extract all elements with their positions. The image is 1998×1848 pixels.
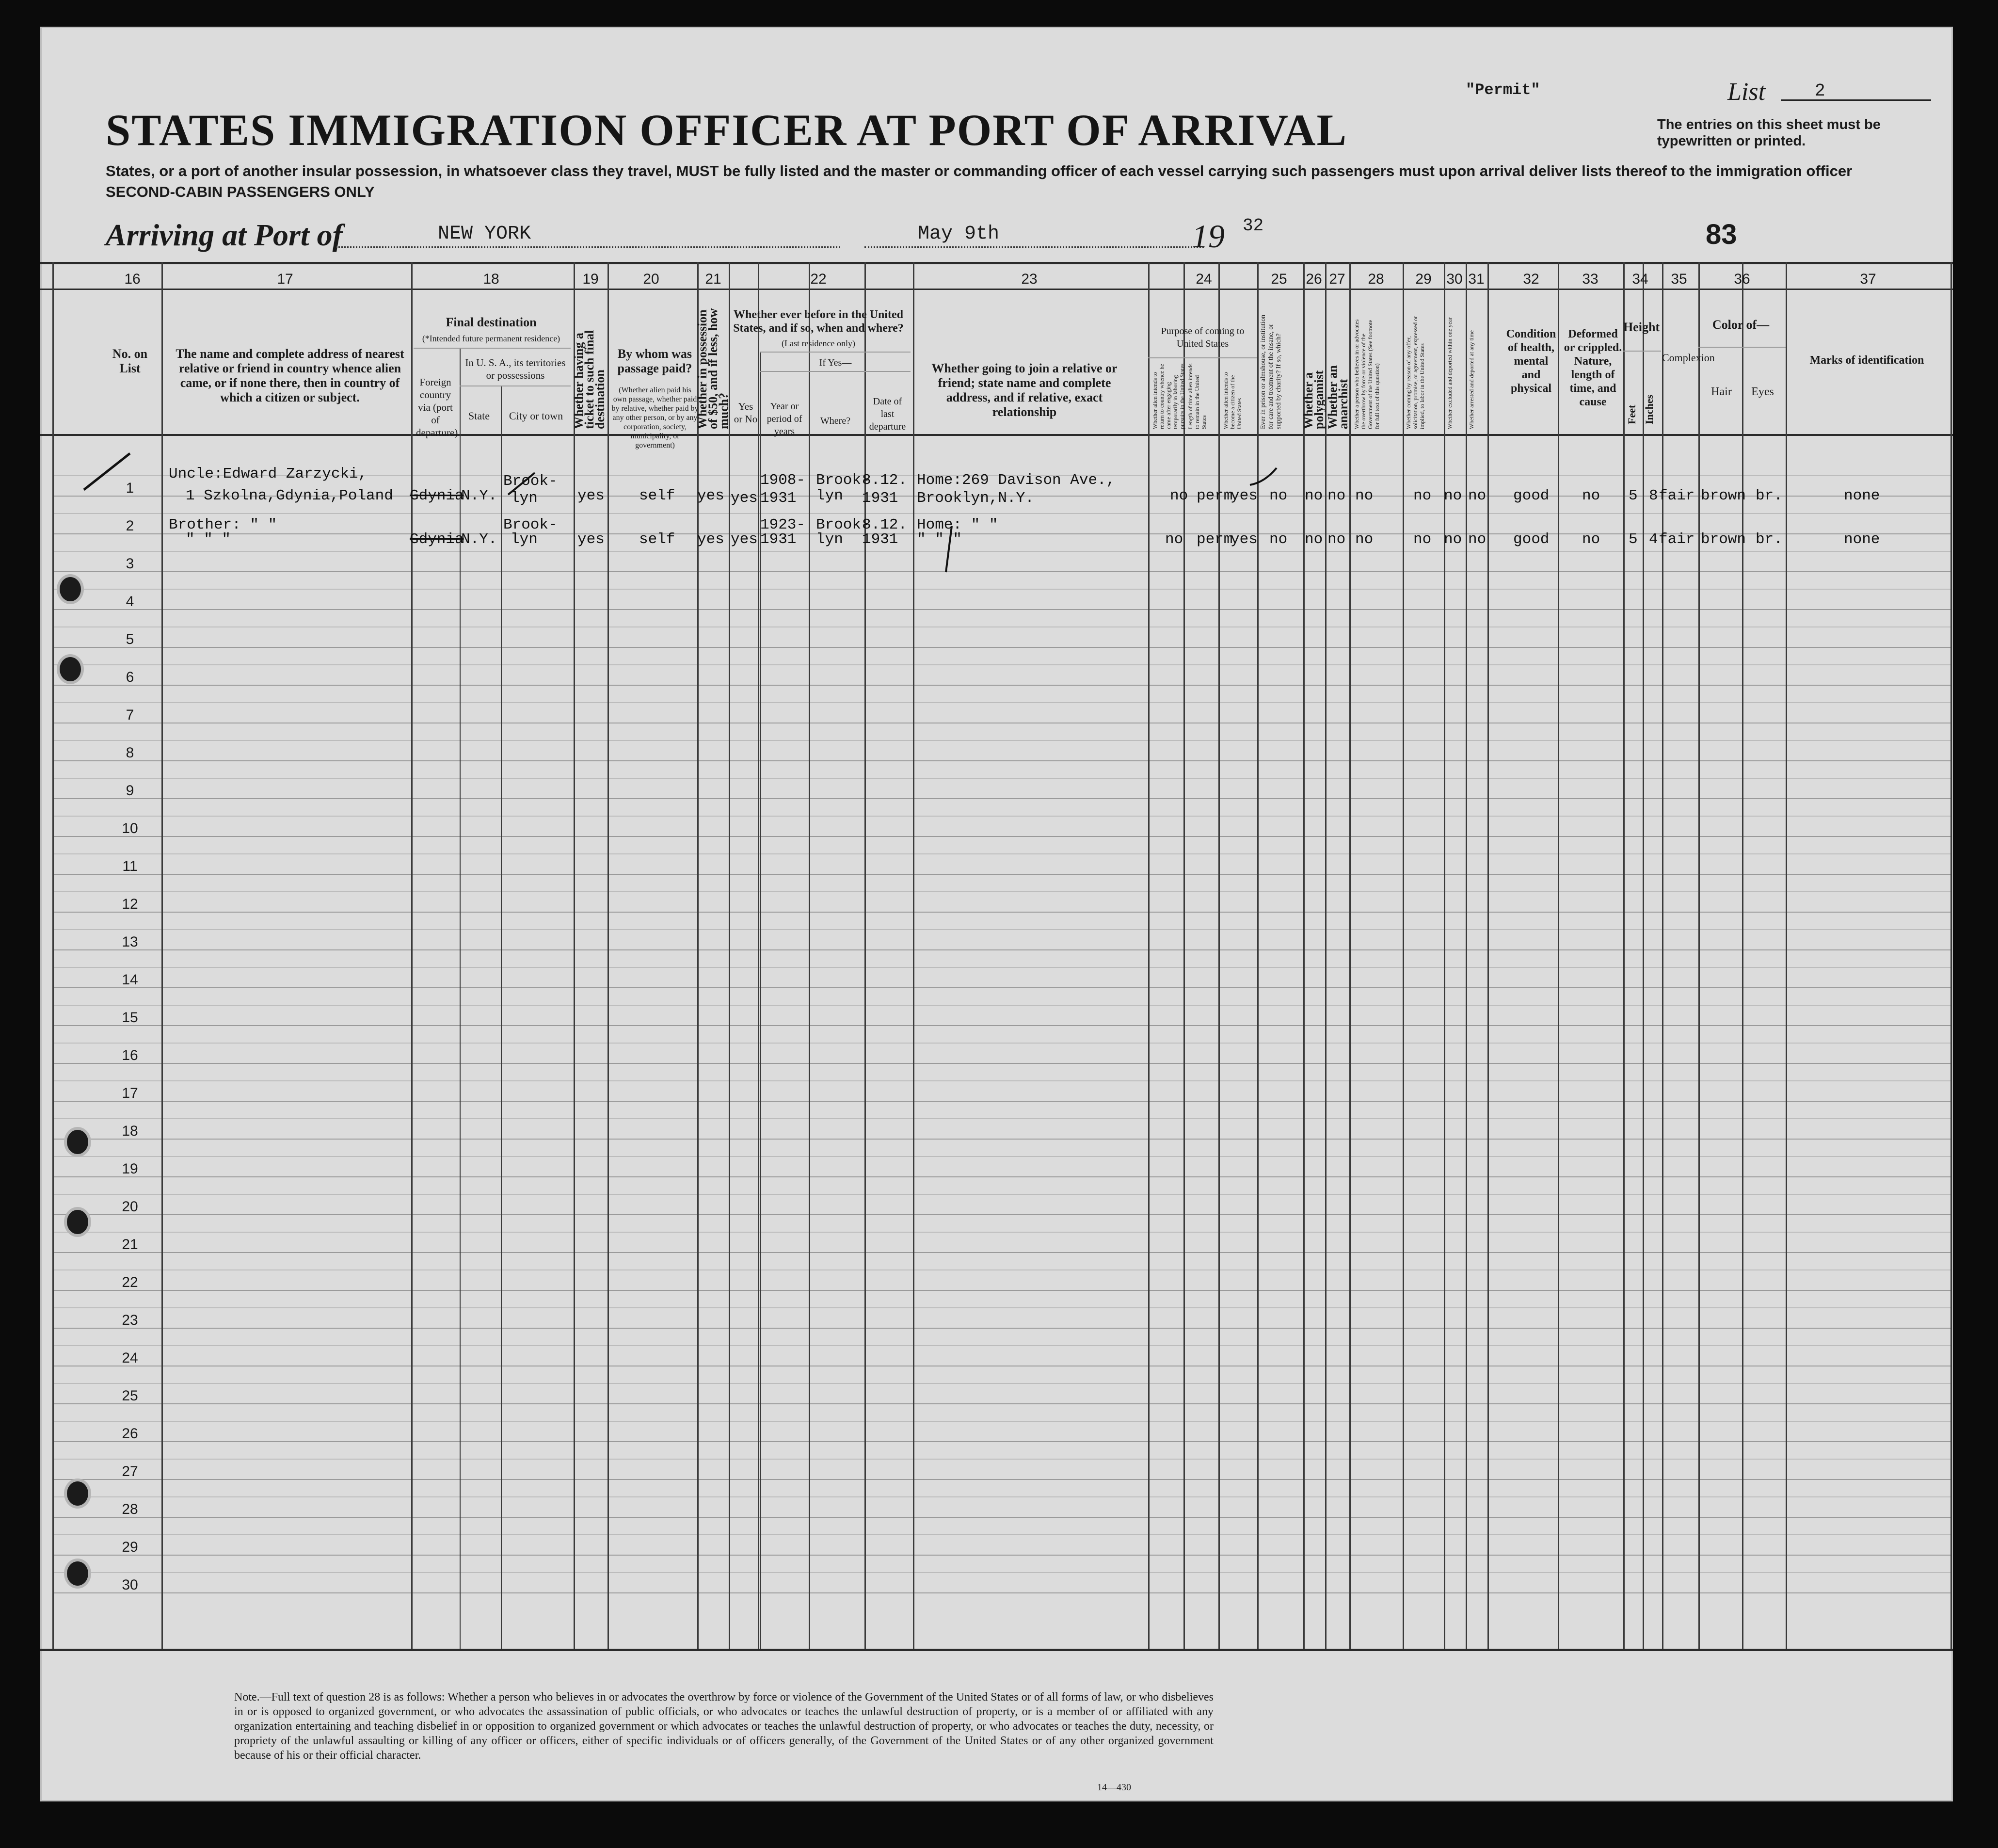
row2-departure-1: 8.12. [862,516,908,533]
footnote-question-28: Note.—Full text of question 28 is as follows: Whether a person who believes in or advocates the overthrow by force or violence of the Government of the United States or of all forms of law, or who disbelieves in or is opposed to organized government, or who advocates the assassination of public officials, or who advocates or teaches the unlawful destruction of property, or is a member of or affiliated with any organization entertaining and teaching disbelief in or opposition to organized government or which advocates or teaches the unlawful destruction of property, or who advocates or teaches the duty, necessity, or propriety of the unlawful assaulting or killing of any officer or officers, either of specific individuals or of officers generally, of the Government of the United States or of any other organized government because of his or their official character. [234,1691,1214,1762]
header-ever-before-sub: (Last residence only) [782,338,855,348]
column-rule [607,262,609,1649]
column-rule [1623,262,1625,1649]
row-mid-rule [52,1156,1950,1157]
column-number: 25 [1271,271,1287,287]
row2-return: no [1165,531,1183,548]
arriving-label: Arriving at Port of [106,218,343,252]
row-number: 23 [122,1312,138,1328]
row2-before: yes [731,531,758,548]
row1-return: no [1170,487,1188,504]
header-labor-offer: Whether coming by reason of any offer, solicitation, promise, or agreement, expressed or implied, to labor in the United States [1405,316,1425,429]
header-color-of: Color of— [1712,318,1770,332]
row1-departure-2: 1931 [862,490,898,507]
height-rule [1623,351,1661,352]
row1-overthrow: no [1355,487,1374,504]
column-rule [574,262,575,1649]
row-rule [52,1592,1950,1593]
row-number: 7 [126,707,134,723]
row2-overthrow: no [1355,531,1374,548]
row1-years-1: 1908- [760,472,806,489]
row-number: 27 [122,1463,138,1479]
row-number: 15 [122,1010,138,1026]
row1-join-1: Home:269 Davison Ave., [917,472,1116,489]
row2-relative-line2: " " " [186,531,231,548]
row-number: 14 [122,972,138,988]
header-health: Condition of health, mental and physical [1506,328,1556,395]
row1-relative-line2: 1 Szkolna,Gdynia,Poland [186,487,393,504]
sub-column-rule [1643,351,1644,1649]
column-rule [1148,262,1150,1649]
row1-deformed: no [1582,487,1600,504]
row-mid-rule [52,1307,1950,1308]
row2-complexion: fair [1659,531,1695,548]
row-mid-rule [52,1005,1950,1006]
row-number: 20 [122,1199,138,1215]
row-rule [52,1479,1950,1480]
row-number: 2 [126,518,134,534]
column-number-rule [40,289,1953,290]
column-number: 17 [277,271,293,287]
column-number: 20 [643,271,659,287]
row2-marks: none [1844,531,1880,548]
column-number: 21 [705,271,721,287]
row-mid-rule [52,1345,1950,1346]
row1-join-2: Brooklyn,N.Y. [917,490,1034,507]
row-number: 9 [126,783,134,799]
row-rule [52,912,1950,913]
column-number: 24 [1196,271,1212,287]
row-number: 6 [126,669,134,685]
row-rule [52,1555,1950,1556]
row1-city-2: lyn [511,490,538,507]
row1-anarchist: no [1327,487,1346,504]
header-relative-address: The name and complete address of nearest relative or friend in country whence alien came, or if none there, then in country of which a citizen or subject. [176,347,404,404]
row2-relative-line1: Brother: " " [169,516,277,533]
sub-column-rule [501,386,502,1649]
column-rule [697,262,699,1649]
row-rule [52,1441,1950,1442]
row2-hair: brown [1701,531,1746,548]
column-rule [1487,262,1489,1649]
row-rule [52,798,1950,799]
header-bottom-rule [40,434,1953,436]
list-underline [1781,99,1931,101]
table-bottom-rule [40,1649,1953,1651]
row-mid-rule [52,778,1950,779]
column-number: 27 [1329,271,1345,287]
column-number: 31 [1468,271,1485,287]
column-number: 19 [582,271,599,287]
row2-anarchist: no [1327,531,1346,548]
header-marks: Marks of identification [1809,354,1924,367]
column-rule [1466,262,1467,1649]
binder-hole [60,657,81,681]
row1-marks: none [1844,487,1880,504]
column-rule [161,262,163,1649]
column-number: 33 [1582,271,1598,287]
row-number: 29 [122,1539,138,1555]
typewritten-note: The entries on this sheet must be typewritten or printed. [1657,117,1881,149]
row-rule [52,836,1950,837]
row-number: 18 [122,1123,138,1139]
column-rule [1558,262,1559,1649]
row-mid-rule [52,1080,1950,1081]
row-number: 3 [126,556,134,572]
row-mid-rule [52,513,1950,514]
column-rule [52,262,54,1649]
binder-hole [60,577,81,601]
row-number: 21 [122,1237,138,1253]
row-mid-rule [52,1232,1950,1233]
row1-citizen: yes [1231,487,1258,504]
row1-deported: no [1468,487,1487,504]
pen-tick-citizen [1247,466,1281,490]
row-number: 30 [122,1577,138,1593]
row2-where-1: Brook- [816,516,870,533]
row-rule [52,1290,1950,1291]
row-mid-rule [52,1496,1950,1497]
row-number: 11 [122,858,138,874]
column-rule [1349,262,1351,1649]
row2-polygamist: no [1305,531,1323,548]
row2-excluded: no [1444,531,1462,548]
column-number: 29 [1415,271,1432,287]
header-final-destination: Final destination [446,315,537,329]
row1-relative-line1: Uncle:Edward Zarzycki, [169,466,368,482]
row-number: 25 [122,1388,138,1404]
row-mid-rule [52,664,1950,665]
column-rule [1303,262,1305,1649]
row-rule [52,1101,1950,1102]
column-rule [1786,262,1787,1649]
binder-hole [67,1481,88,1506]
header-going-to-join: Whether going to join a relative or friend; state name and complete address, and if relative, exact relationship [931,361,1118,419]
header-deformed: Deformed or crippled. Nature, length of time, and cause [1564,328,1622,408]
pen-tick-join [942,524,957,577]
column-rule [1325,262,1327,1649]
row-rule [52,1176,1950,1177]
column-number: 18 [483,271,499,287]
row-mid-rule [52,816,1950,817]
row2-deported: no [1468,531,1487,548]
port-dotted-line [336,246,840,248]
row1-departure-1: 8.12. [862,472,908,489]
column-rule [411,262,413,1649]
date-value: May 9th [918,223,1000,245]
header-purpose: Purpose of coming to United States [1161,326,1245,349]
sheet-number: 83 [1706,219,1737,250]
row1-eyes: br. [1756,487,1783,504]
row-mid-rule [52,551,1950,552]
header-feet: Feet [1626,404,1638,424]
row2-citizen: yes [1231,531,1258,548]
column-number: 22 [810,271,827,287]
binder-hole [67,1210,88,1234]
row2-labor: no [1413,531,1432,548]
row2-years-1: 1923- [760,516,806,533]
row-number: 13 [122,934,138,950]
row2-eyes: br. [1756,531,1783,548]
row-rule [52,1063,1950,1064]
row-number: 12 [122,896,138,912]
row-number: 16 [122,1047,138,1063]
row2-city-2: lyn [511,531,538,548]
row1-polygamist: no [1305,487,1323,504]
year-suffix: 32 [1243,216,1264,236]
header-no-on-list: No. on List [112,347,148,375]
header-height: Height [1623,320,1660,334]
row-number: 1 [126,480,134,496]
column-number: 26 [1306,271,1322,287]
header-complexion: Complexion [1662,352,1715,364]
column-number: 37 [1860,271,1876,287]
row-mid-rule [52,1421,1950,1422]
row-number: 24 [122,1350,138,1366]
column-rule [1950,262,1952,1649]
row-mid-rule [52,740,1950,741]
row-rule [52,760,1950,761]
row-number: 17 [122,1085,138,1101]
row-rule [52,609,1950,610]
list-number: 2 [1815,81,1825,101]
header-in-usa: In U. S. A., its territories or possessions [465,357,566,381]
row-rule [52,647,1950,648]
row1-excluded: no [1444,487,1462,504]
header-hair: Hair [1711,386,1732,398]
header-excluded: Whether excluded and deported within one year [1446,317,1453,429]
row-mid-rule [52,1194,1950,1195]
header-purpose-return: Whether alien intends to return to country whence he came after engaging temporarily in laboring pursuits in the United States [1151,363,1185,429]
instruction-line: States, or a port of another insular possession, in whatsoever class they travel, MUST be fully listed and the master or commanding officer of each vessel carrying such passengers must upon arrival deliver lists thereof to the immigration officer [106,162,1853,179]
sub-column-rule [809,371,810,1649]
row-rule [52,1517,1950,1518]
row-mid-rule [52,1043,1950,1044]
row2-fifty: yes [697,531,724,548]
row2-years-2: 1931 [760,531,797,548]
pen-tick-city [506,470,540,499]
row-rule [52,1328,1950,1329]
row-mid-rule [52,702,1950,703]
column-number: 36 [1734,271,1750,287]
row-mid-rule [52,1459,1950,1460]
row-number: 28 [122,1501,138,1517]
row1-years-2: 1931 [760,490,797,507]
header-purpose-length: Length of time alien intends to remain in the United States [1187,363,1207,429]
list-label: List [1727,78,1766,106]
color-rule [1698,347,1786,348]
header-last-departure: Date of last departure [869,396,906,432]
header-yes-no: Yes or No [734,401,758,425]
row-rule [52,874,1950,875]
row1-fifty: yes [697,487,724,504]
final-destination-rule [414,348,571,349]
row1-hair: brown [1701,487,1746,504]
row1-paid-by: self [639,487,675,504]
column-rule [1218,262,1220,1649]
row-rule [52,685,1950,686]
row1-where-2: lyn [816,487,843,504]
row-mid-rule [52,929,1950,930]
manifest-sheet [40,27,1953,1801]
row-mid-rule [52,1118,1950,1119]
row-rule [52,1403,1950,1404]
row-rule [52,949,1950,950]
pen-check-mark [79,444,137,497]
date-dotted-line [864,246,1204,248]
row-number: 22 [122,1274,138,1290]
table-top-rule [40,262,1953,264]
purpose-rule [1148,357,1257,358]
row1-length: perm [1197,487,1233,504]
row1-complexion: fair [1659,487,1695,504]
column-rule [758,262,759,1649]
header-city: City or town [509,410,563,422]
column-number: 32 [1523,271,1539,287]
row-number: 19 [122,1161,138,1177]
row-mid-rule [52,1383,1950,1384]
row-mid-rule [52,1534,1950,1535]
header-if-yes: If Yes— [819,357,852,368]
column-number: 28 [1368,271,1384,287]
row-number: 10 [122,820,138,836]
column-rule [1444,262,1445,1649]
row1-ticket: yes [577,487,605,504]
page-title: STATES IMMIGRATION OFFICER AT PORT OF ARRIVAL [106,105,1347,155]
row1-labor: no [1413,487,1432,504]
row1-state: N.Y. [461,487,497,504]
header-deported: Whether arrested and deported at any time [1468,330,1475,429]
header-polygamist: Whether a polygamist [1301,370,1326,429]
row2-departure-2: 1931 [862,531,898,548]
column-rule [729,262,730,1649]
header-where: Where? [820,416,851,426]
row2-join-2: " " " [917,531,962,548]
header-eyes: Eyes [1751,386,1774,398]
row2-foreign: Gdynia [410,531,464,548]
header-ticket: Whether having a ticket to such final destination [572,330,607,429]
row2-state: N.Y. [461,531,497,548]
row2-ticket: yes [577,531,605,548]
header-inches: Inches [1643,394,1655,424]
column-number: 35 [1671,271,1687,287]
header-ever-before: Whether ever before in the United States, and if so, when and where? [733,308,904,335]
row2-join-1: Home: " " [917,516,998,533]
column-rule [1183,262,1185,1649]
row1-where-1: Brook- [816,472,870,489]
row1-foreign: Gdynia [410,487,464,504]
row1-city-1: Brook- [503,473,558,490]
row-number: 8 [126,745,134,761]
row2-city-1: Brook- [503,516,558,533]
column-rule [1403,262,1404,1649]
row-rule [52,987,1950,988]
row2-inches: 4 [1649,531,1658,548]
column-number: 23 [1021,271,1038,287]
column-number: 16 [124,271,141,287]
row-number: 5 [126,631,134,647]
column-rule [913,262,914,1649]
header-anarchist: Whether an anarchist [1326,365,1350,429]
row-number: 4 [126,594,134,610]
header-purpose-citizen: Whether alien intends to become a citizen of the United States [1222,372,1243,429]
binder-hole [67,1130,88,1154]
if-yes-rule [760,352,911,353]
row1-inches: 8 [1649,487,1658,504]
port-value: NEW YORK [438,223,531,245]
row-rule [52,571,1950,572]
column-rule [1662,262,1663,1649]
row-rule [52,1252,1950,1253]
header-passage-paid: By whom was passage paid? [617,347,692,375]
row-rule [52,1025,1950,1026]
column-rule [864,262,866,1649]
row-rule [52,1139,1950,1140]
header-fifty-dollars: Whether in possession of $50, and if less, how much? [695,308,731,429]
header-state: State [468,410,490,422]
row-mid-rule [52,1269,1950,1270]
header-overthrow: Whether a person who believes in or advocates the overthrow by force or violence of the Government of the United States (See footnote for full text of this question) [1353,319,1380,429]
header-prison: Ever in prison or almshouse, or institution for care and treatment of the insane, or supported by charity? If so, which? [1260,314,1282,429]
row-rule [52,1214,1950,1215]
row-mid-rule [52,967,1950,968]
column-rule [1698,262,1700,1649]
class-line: SECOND-CABIN PASSENGERS ONLY [106,183,375,200]
permit-label: "Permit" [1466,81,1540,99]
row1-health: good [1513,487,1550,504]
header-foreign-country: Foreign country via (port of departure) [416,376,458,438]
row1-feet: 5 [1629,487,1638,504]
row-number: 26 [122,1426,138,1442]
row-mid-rule [52,853,1950,854]
column-number: 34 [1632,271,1648,287]
binder-hole [67,1561,88,1586]
row-mid-rule [52,1572,1950,1573]
form-number: 14—430 [1097,1782,1131,1793]
row-mid-rule [52,589,1950,590]
row-mid-rule [52,891,1950,892]
row1-prison: no [1269,487,1288,504]
column-number: 30 [1446,271,1463,287]
header-final-destination-sub: (*Intended future permanent residence) [422,334,560,343]
row2-prison: no [1269,531,1288,548]
row2-feet: 5 [1629,531,1638,548]
row2-length: perm [1197,531,1233,548]
row2-deformed: no [1582,531,1600,548]
header-passage-paid-sub: (Whether alien paid his own passage, whether paid by relative, whether paid by any other person, or by any corporation, society, municipality, or government) [611,386,699,450]
header-years: Year or period of years [767,401,802,437]
row2-paid-by: self [639,531,675,548]
if-yes-sub-rule [760,371,911,372]
row2-where-2: lyn [816,531,843,548]
row2-health: good [1513,531,1550,548]
year-prefix: 19 [1192,218,1225,255]
row1-before: yes [731,490,758,507]
